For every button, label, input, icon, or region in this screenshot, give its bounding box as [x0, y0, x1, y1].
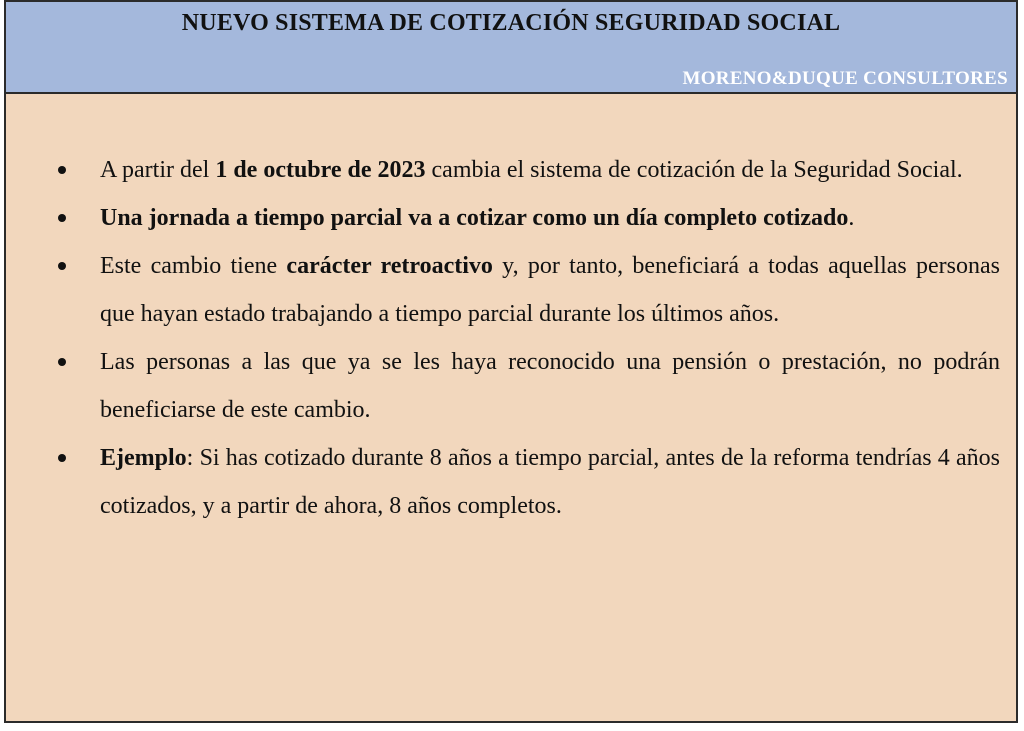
bullet-icon: [58, 166, 66, 174]
bullet-list: [6, 146, 1000, 530]
list-item: [6, 338, 1000, 434]
bullet-icon: [58, 262, 66, 270]
list-item-bold: carácter retroactivo: [286, 253, 493, 279]
list-item: [6, 146, 1000, 194]
list-item-text: : Si has cotizado durante 8 años a tiempo parcial, antes de la reforma tendrías 4 años cotizados, y a partir de ahora, 8 años completos.: [100, 445, 1000, 519]
list-item-text: Las personas a las que ya se les haya reconocido una pensión o prestación, no podrán beneficiarse de este cambio.: [100, 349, 1000, 423]
list-item-text: cambia el sistema de cotización de la Seguridad Social.: [425, 157, 963, 183]
list-item: [6, 194, 1000, 242]
bullet-icon: [58, 358, 66, 366]
bullet-icon: [58, 214, 66, 222]
bullet-icon: [58, 454, 66, 462]
list-item-bold: 1 de octubre de 2023: [215, 157, 426, 183]
panel-content: [6, 94, 1016, 530]
panel-header: [6, 2, 1016, 94]
list-item-text: A partir del: [100, 157, 216, 183]
list-item-text: y, por tanto, beneficiará a todas aquellas personas que hayan estado trabajando a tiempo parcial durante los últimos años.: [100, 253, 1000, 327]
company-name: MORENO&DUQUE CONSULTORES: [682, 68, 1008, 89]
page-title: NUEVO SISTEMA DE COTIZACIÓN SEGURIDAD SOCIAL: [181, 10, 841, 36]
list-item-bold: Ejemplo: [100, 445, 187, 471]
list-item: [6, 242, 1000, 338]
list-item-text: Este cambio tiene: [100, 253, 287, 279]
list-item: [6, 434, 1000, 530]
list-item-text: .: [848, 205, 855, 231]
info-panel: [4, 0, 1018, 723]
list-item-bold: Una jornada a tiempo parcial va a cotizar como un día completo cotizado: [100, 205, 849, 231]
